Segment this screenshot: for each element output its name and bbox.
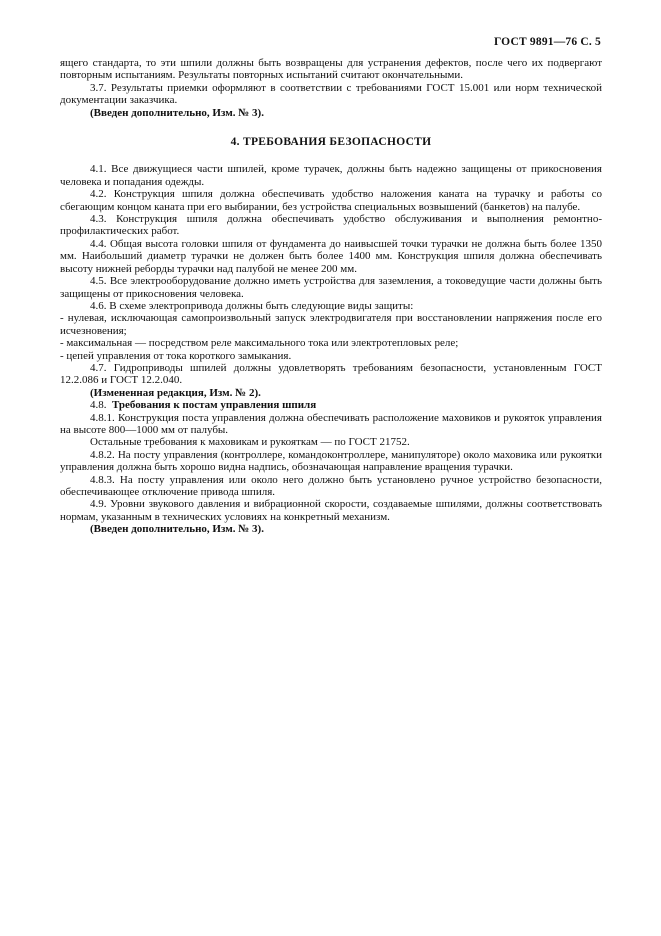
- amendment-note: (Измененная редакция, Изм. № 2).: [90, 386, 261, 399]
- document-body: [60, 57, 602, 536]
- paragraph-4-8-1: 4.8.1. Конструкция поста управления должна обеспечивать расположение маховиков и рукояток управления на высоте 800—1000 мм от палубы.: [60, 411, 602, 436]
- list-item: - цепей управления от тока короткого замыкания.: [60, 349, 292, 362]
- paragraph-4-2: 4.2. Конструкция шпиля должна обеспечивать удобство наложения каната на турачку и работы со сбегающим концом каната при его выбирании, без устройства специальных возвышений (банкетов) на палубе.: [60, 188, 602, 213]
- paragraph-4-8: [60, 399, 602, 411]
- section-title: 4. ТРЕБОВАНИЯ БЕЗОПАСНОСТИ: [230, 136, 432, 149]
- paragraph-3-7: 3.7. Результаты приемки оформляют в соответствии с требованиями ГОСТ 15.001 или норм технической документации заказчика.: [60, 81, 602, 107]
- list-item: - максимальная — посредством реле максимального тока или электротепловых реле;: [60, 337, 459, 350]
- subsection-heading: Требования к постам управления шпиля: [112, 399, 317, 412]
- paragraph-4-1: 4.1. Все движущиеся части шпилей, кроме турачек, должны быть надежно защищены от прикосновения человека и попадания одежды.: [60, 163, 602, 188]
- paragraph-4-3: 4.3. Конструкция шпиля должна обеспечивать удобство обслуживания и выполнения ремонтно-профилактических работ.: [60, 213, 602, 238]
- paragraph-4-8-2: 4.8.2. На посту управления (контроллере, командоконтроллере, манипуляторе) около маховика или рукоятки управления должна быть хорошо видна надпись, обозначающая направление вращения турачки.: [60, 448, 602, 474]
- list-item: - нулевая, исключающая самопроизвольный запуск электродвигателя при восстановлении напряжения после его исчезновения;: [60, 312, 602, 337]
- clause-number: 4.8.: [90, 399, 107, 412]
- running-header: ГОСТ 9891—76 С. 5: [493, 36, 601, 48]
- paragraph-4-7: 4.7. Гидроприводы шпилей должны удовлетворять требованиям безопасности, установленным ГОСТ 12.2.086 и ГОСТ 12.2.040.: [60, 361, 602, 387]
- paragraph-4-6: 4.6. В схеме электропривода должны быть следующие виды защиты:: [90, 299, 414, 312]
- amendment-note: (Введен дополнительно, Изм. № 3).: [90, 106, 264, 119]
- paragraph-4-4: 4.4. Общая высота головки шпиля от фундамента до наивысшей точки турачки не должна быть более 1350 мм. Наибольший диаметр турачки не должен быть более 1400 мм. Конструкция шпиля должна обеспечивать высоту нижней реборды турачки над палубой не менее 200 мм.: [60, 237, 602, 275]
- amendment-note: (Введен дополнительно, Изм. № 3).: [90, 523, 264, 536]
- paragraph-other-requirements: Остальные требования к маховикам и рукояткам — по ГОСТ 21752.: [90, 436, 410, 449]
- paragraph-continuation: ящего стандарта, то эти шпили должны быть возвращены для устранения дефектов, после чего их подвергают повторным испытаниям. Результаты повторных испытаний считают окончательными.: [60, 57, 602, 82]
- paragraph-4-9: 4.9. Уровни звукового давления и вибрационной скорости, создаваемые шпилями, должны соответствовать нормам, указанным в технических условиях на конкретный механизм.: [60, 498, 602, 523]
- paragraph-4-8-3: 4.8.3. На посту управления или около него должно быть установлено ручное устройство безопасности, обеспечивающее отключение привода шпиля.: [60, 473, 602, 498]
- paragraph-4-5: 4.5. Все электрооборудование должно иметь устройства для заземления, а токоведущие части должны быть защищены от прикосновения человека.: [60, 275, 602, 300]
